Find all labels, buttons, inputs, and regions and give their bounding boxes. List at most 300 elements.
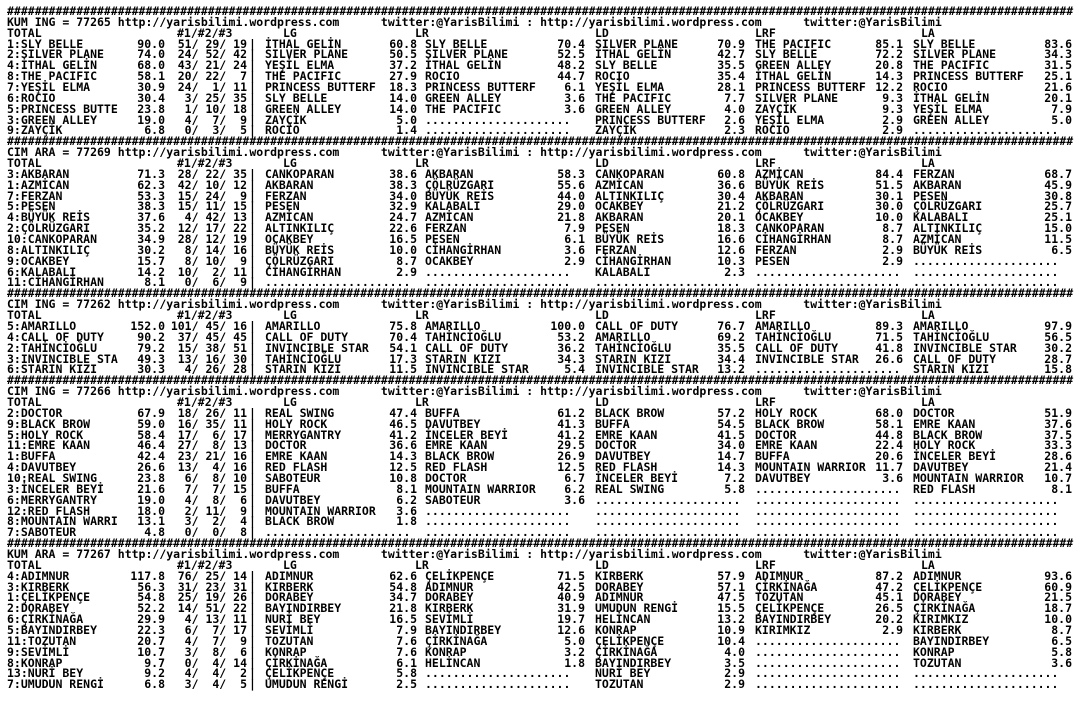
lr-horse-name: HELİNCAN [425, 655, 481, 670]
ld-horse-name: RED FLASH [595, 460, 658, 475]
column-header-lr: LR [415, 25, 429, 40]
ld-score: 57.1 [717, 579, 745, 594]
total-score: 20.7 [137, 633, 165, 648]
lg-score: 62.6 [389, 568, 417, 583]
lr-dots-placeholder: ..................... [425, 123, 571, 138]
column-separator: | [249, 36, 256, 51]
blog-url: http://yarisbilimi.wordpress.com [117, 14, 340, 29]
lg-score: 24.7 [389, 210, 417, 225]
lg-score: 54.8 [389, 579, 417, 594]
column-separator: | [249, 622, 256, 637]
blog-url: http://yarisbilimi.wordpress.com [117, 384, 340, 399]
ld-score: 47.5 [717, 590, 745, 605]
lg-horse-name: CANKOPARAN [265, 166, 335, 181]
ld-score: 34.4 [717, 351, 745, 366]
column-separator: | [249, 568, 256, 583]
column-header-lr: LR [415, 156, 429, 171]
lg-horse-name: AZMİCAN [265, 210, 314, 225]
lr-score: 21.8 [557, 210, 585, 225]
horse-name: 7:FERZAN [7, 188, 63, 203]
lg-horse-name: İTHAL GELİN [265, 36, 342, 51]
placings-1-2-3: 4/ 26/ 28 [170, 362, 247, 377]
ld-horse-name: OCAKBEY [595, 199, 644, 214]
la-horse-name: INVINCIBLE STAR [913, 340, 1017, 355]
lrf-dots-placeholder: ..................... [755, 362, 901, 377]
total-score: 117.8 [130, 568, 165, 583]
la-dots-placeholder: ..................... [913, 503, 1059, 518]
la-score: 8.1 [1051, 481, 1072, 496]
ld-horse-name: EMRE KAAN [595, 427, 658, 442]
horse-name: 4:İTHAL GELİN [7, 58, 98, 73]
lrf-dots-placeholder: ..................... [755, 666, 901, 681]
lr-horse-name: ÇİRKİNAĞA [425, 633, 488, 648]
lrf-dots-placeholder: ..................... [755, 655, 901, 670]
column-header-la: LA [921, 156, 935, 171]
lrf-horse-name: ROCIO [755, 123, 790, 138]
horse-name: 4:CALL OF DUTY [7, 329, 104, 344]
column-header-lg: LG [283, 25, 297, 40]
lr-score: 3.6 [564, 101, 585, 116]
column-separator: | [249, 362, 256, 377]
la-score: 21.5 [1044, 590, 1072, 605]
lg-score: 2.9 [396, 264, 417, 279]
lr-horse-name: CİHANGİRHAN [425, 242, 502, 257]
ld-horse-name: AKBARAN [595, 210, 644, 225]
la-dots-placeholder: ..................... [913, 253, 1059, 268]
lg-score: 16.5 [389, 232, 417, 247]
lrf-score: 89.3 [875, 318, 903, 333]
ld-horse-name: STARIN KIZI [595, 351, 672, 366]
la-score: 10.0 [1044, 612, 1072, 627]
ld-score: 57.2 [717, 405, 745, 420]
section-title: CIM ING = 77266 [7, 384, 118, 399]
total-score: 42.4 [137, 449, 165, 464]
column-header-total: TOTAL [7, 557, 42, 572]
la-score: 28.6 [1044, 449, 1072, 464]
lg-horse-name: KONRAP [265, 644, 307, 659]
horse-name: 10:REAL SWING [7, 470, 98, 485]
lr-horse-name: EMRE KAAN [425, 438, 488, 453]
lg-horse-name: DORABEY [265, 590, 314, 605]
ld-dots-placeholder: ..................... [595, 492, 741, 507]
ld-horse-name: ZAYÇİK [595, 123, 637, 138]
ld-score: 30.4 [717, 188, 745, 203]
placings-1-2-3: 0/ 3/ 5 [170, 123, 247, 138]
lrf-horse-name: PESEN [755, 253, 790, 268]
ld-score: 42.7 [717, 47, 745, 62]
la-score: 37.6 [1044, 416, 1072, 431]
lrf-score: 9.3 [882, 90, 903, 105]
ld-horse-name: TOZUTAN [595, 677, 644, 692]
separator-line: ########################################################################################################################################################## [7, 286, 1074, 301]
placings-1-2-3: 16/ 35/ 11 [170, 416, 247, 431]
lg-score: 60.8 [389, 36, 417, 51]
ld-score: 10.3 [717, 253, 745, 268]
placings-1-2-3: 12/ 17/ 22 [170, 221, 247, 236]
la-horse-name: FERZAN [913, 166, 955, 181]
la-score: 45.9 [1044, 177, 1072, 192]
total-score: 4.8 [144, 525, 165, 540]
la-score: 97.9 [1044, 318, 1072, 333]
column-separator: | [249, 177, 256, 192]
total-score: 18.0 [137, 503, 165, 518]
horse-name: 3:INVINCIBLE STA [7, 351, 118, 366]
lrf-horse-name: DAVUTBEY [755, 470, 811, 485]
placings-1-2-3: 4/ 7/ 9 [170, 112, 247, 127]
lr-dots-placeholder: ..................... [425, 525, 571, 540]
column-separator: | [249, 166, 256, 181]
lrf-score: 26.5 [875, 601, 903, 616]
placings-1-2-3: 101/ 45/ 16 [170, 318, 247, 333]
placings-1-2-3: 3/ 4/ 5 [170, 677, 247, 692]
total-score: 6.8 [144, 677, 165, 692]
twitter-handle: twitter:@YarisBilimi [803, 384, 942, 399]
lg-score: 70.4 [389, 329, 417, 344]
lr-horse-name: PESEN [425, 232, 460, 247]
total-score: 49.3 [137, 351, 165, 366]
column-header-lrf: LRF [755, 308, 776, 323]
ld-horse-name: KIRBERK [595, 568, 644, 583]
lr-horse-name: AZMİCAN [425, 210, 474, 225]
column-header-ld: LD [595, 394, 609, 409]
ld-score: 2.3 [724, 264, 745, 279]
lrf-score: 51.5 [875, 177, 903, 192]
column-header-ld: LD [595, 308, 609, 323]
lg-horse-name: MOUNTAIN WARRIOR [265, 503, 376, 518]
placings-1-2-3: 15/ 38/ 51 [170, 340, 247, 355]
placings-1-2-3: 13/ 16/ 30 [170, 351, 247, 366]
la-horse-name: DAVUTBEY [913, 460, 969, 475]
la-horse-name: CALL OF DUTY [913, 351, 997, 366]
lg-horse-name: YEŞİL ELMA [265, 58, 335, 73]
placings-1-2-3: 4/ 7/ 9 [170, 633, 247, 648]
lg-horse-name: THE PACIFIC [265, 69, 342, 84]
total-score: 90.2 [137, 329, 165, 344]
lg-dots-placeholder: ..................... [265, 275, 411, 290]
horse-name: 4:ADIMNUR [7, 568, 70, 583]
la-horse-name: AKBARAN [913, 177, 962, 192]
column-header-ld: LD [595, 25, 609, 40]
la-horse-name: RED FLASH [913, 481, 976, 496]
column-separator: | [249, 340, 256, 355]
lr-score: 3.6 [564, 242, 585, 257]
horse-name: 2:DORABEY [7, 601, 70, 616]
total-score: 9.2 [144, 666, 165, 681]
lr-horse-name: AKBARAN [425, 166, 474, 181]
column-separator: | [249, 90, 256, 105]
la-score: 31.5 [1044, 58, 1072, 73]
column-separator: | [249, 644, 256, 659]
placings-1-2-3: 7/ 7/ 15 [170, 481, 247, 496]
la-score: 6.5 [1051, 633, 1072, 648]
lrf-dots-placeholder: ..................... [755, 677, 901, 692]
lr-horse-name: FERZAN [425, 221, 467, 236]
horse-name: 7:UMUDUN RENGİ [7, 677, 104, 692]
lr-horse-name: ROCIO [425, 69, 460, 84]
lr-score: 12.6 [557, 622, 585, 637]
horse-name: 6:ROCIO [7, 90, 56, 105]
lr-dots-placeholder: ..................... [425, 514, 571, 529]
lg-horse-name: ADIMNUR [265, 568, 314, 583]
la-horse-name: PESEN [913, 188, 948, 203]
lg-score: 5.0 [396, 112, 417, 127]
lrf-horse-name: BÜYÜK REİS [755, 177, 825, 192]
section-header: CIM ING = 77266 http://yarisbilimi.wordpress.com twitter:@YarisBilimi : http://yarisbilimi.wordpress.com twitter:@YarisBilimi [7, 384, 942, 399]
lrf-score: 20.8 [875, 58, 903, 73]
ld-horse-name: DOCTOR [595, 438, 637, 453]
lr-dots-placeholder: ..................... [425, 503, 571, 518]
ld-horse-name: UMUDUN RENGİ [595, 601, 679, 616]
lg-horse-name: DOCTOR [265, 438, 307, 453]
lg-score: 14.3 [389, 449, 417, 464]
horse-name: 8:THE PACIFIC [7, 69, 98, 84]
total-score: 30.4 [137, 90, 165, 105]
column-separator: | [249, 579, 256, 594]
ld-score: 28.1 [717, 80, 745, 95]
ld-horse-name: AMARILLO [595, 329, 651, 344]
lr-horse-name: DORABEY [425, 590, 474, 605]
ld-score: 57.9 [717, 568, 745, 583]
ld-score: 36.6 [717, 177, 745, 192]
lrf-horse-name: THE PACIFIC [755, 36, 832, 51]
ld-score: 41.5 [717, 427, 745, 442]
lrf-horse-name: AMARILLO [755, 318, 811, 333]
la-score: 68.7 [1044, 166, 1072, 181]
lg-score: 22.6 [389, 221, 417, 236]
horse-name: 1:BUFFA [7, 449, 56, 464]
la-score: 30.2 [1044, 340, 1072, 355]
placings-1-2-3: 76/ 25/ 14 [170, 568, 247, 583]
horse-name: 7:YEŞİL ELMA [7, 80, 91, 95]
total-score: 23.8 [137, 101, 165, 116]
la-score: 20.1 [1044, 90, 1072, 105]
horse-name: 8:KONRAP [7, 655, 63, 670]
lr-score: 61.2 [557, 405, 585, 420]
la-horse-name: BÜYÜK REİS [913, 242, 983, 257]
total-score: 30.2 [137, 242, 165, 257]
lr-score: 2.9 [564, 253, 585, 268]
la-score: 21.4 [1044, 460, 1072, 475]
lg-score: 54.1 [389, 340, 417, 355]
lg-score: 2.5 [396, 677, 417, 692]
column-header-placings: #1/#2/#3 [177, 308, 233, 323]
column-separator: | [249, 123, 256, 138]
horse-name: 6:KALABALI [7, 264, 77, 279]
lg-dots-placeholder: ..................... [265, 525, 411, 540]
column-separator: | [249, 427, 256, 442]
column-header-lrf: LRF [755, 25, 776, 40]
lr-horse-name: BAYINDIRBEY [425, 622, 502, 637]
lr-score: 70.4 [557, 36, 585, 51]
lr-score: 53.2 [557, 329, 585, 344]
column-separator: | [249, 460, 256, 475]
lrf-dots-placeholder: ..................... [755, 492, 901, 507]
lg-score: 3.6 [396, 503, 417, 518]
horse-name: 9:SEVİMLİ [7, 644, 70, 659]
lr-score: 26.9 [557, 449, 585, 464]
lrf-horse-name: ÇİRKİNAĞA [755, 579, 818, 594]
lrf-score: 22.4 [875, 438, 903, 453]
placings-1-2-3: 3/ 25/ 35 [170, 90, 247, 105]
ld-score: 35.4 [717, 69, 745, 84]
section-header: KUM ARA = 77267 http://yarisbilimi.wordpress.com twitter:@YarisBilimi : http://yarisbilimi.wordpress.com twitter:@YarisBilimi [7, 546, 942, 561]
ld-score: 21.2 [717, 199, 745, 214]
twitter-handle: twitter:@YarisBilimi [380, 546, 520, 561]
column-header-ld: LD [595, 156, 609, 171]
lr-horse-name: İTHAL GELİN [425, 58, 502, 73]
total-score: 52.2 [137, 601, 165, 616]
lrf-score: 41.8 [875, 340, 903, 355]
lg-horse-name: BUFFA [265, 481, 300, 496]
lr-score: 71.5 [557, 568, 585, 583]
ld-horse-name: BUFFA [595, 416, 630, 431]
lr-score: 36.2 [557, 340, 585, 355]
la-horse-name: TOZUTAN [913, 655, 962, 670]
total-score: 22.3 [137, 622, 165, 637]
lr-score: 3.2 [564, 644, 585, 659]
lrf-horse-name: İTHAL GELİN [755, 69, 832, 84]
ld-score: 4.0 [724, 644, 745, 659]
la-horse-name: AZMİCAN [913, 232, 962, 247]
la-score: 30.8 [1044, 188, 1072, 203]
column-separator: | [249, 405, 256, 420]
column-separator: | [249, 188, 256, 203]
column-header-lr: LR [415, 557, 429, 572]
lrf-score: 11.7 [875, 460, 903, 475]
lr-score: 58.3 [557, 166, 585, 181]
ld-score: 35.5 [717, 340, 745, 355]
lr-horse-name: SEVİMLİ [425, 612, 474, 627]
lr-horse-name: SABOTEUR [425, 492, 481, 507]
la-score: 21.6 [1044, 80, 1072, 95]
la-horse-name: KALABALI [913, 210, 969, 225]
ld-horse-name: SILVER PLANE [595, 36, 679, 51]
column-header-lrf: LRF [755, 394, 776, 409]
horse-name: 9:OCAKBEY [7, 253, 70, 268]
lg-horse-name: NURİ BEY [265, 612, 321, 627]
lrf-horse-name: MOUNTAIN WARRIOR [755, 460, 866, 475]
ld-score: 7.2 [724, 470, 745, 485]
column-separator: | [249, 210, 256, 225]
lrf-score: 8.7 [882, 221, 903, 236]
lrf-horse-name: TAHİNCİOĞLU [755, 329, 832, 344]
lg-score: 36.6 [389, 438, 417, 453]
column-header-la: LA [921, 394, 935, 409]
column-header-placings: #1/#2/#3 [177, 25, 233, 40]
placings-1-2-3: 43/ 21/ 24 [170, 58, 247, 73]
ld-score: 20.1 [717, 210, 745, 225]
lrf-horse-name: CİHANGİRHAN [755, 232, 832, 247]
lrf-horse-name: OCAKBEY [755, 210, 804, 225]
lr-horse-name: KONRAP [425, 644, 467, 659]
lg-horse-name: INVINCIBLE STAR [265, 340, 369, 355]
ld-horse-name: ALTINKILIÇ [595, 188, 665, 203]
ld-horse-name: KONRAP [595, 622, 637, 637]
ld-dots-placeholder: ..................... [595, 275, 741, 290]
horse-name: 6:MERRYGANTRY [7, 492, 98, 507]
lg-score: 50.5 [389, 47, 417, 62]
lrf-horse-name: ÇÖLRÜZGARI [755, 199, 825, 214]
horse-name: 5:HOLY ROCK [7, 427, 84, 442]
lr-score: 40.9 [557, 590, 585, 605]
column-separator: | [249, 416, 256, 431]
lr-score: 3.6 [564, 90, 585, 105]
la-horse-name: ALTINKILIÇ [913, 221, 983, 236]
la-score: 34.3 [1044, 47, 1072, 62]
total-score: 13.1 [137, 514, 165, 529]
section-title: CIM ARA = 77269 [7, 145, 118, 160]
lg-score: 21.8 [389, 601, 417, 616]
lr-score: 6.1 [564, 80, 585, 95]
lr-horse-name: BLACK BROW [425, 449, 495, 464]
lg-score: 8.7 [396, 253, 417, 268]
lrf-horse-name: DOCTOR [755, 427, 797, 442]
ld-score: 13.2 [717, 362, 745, 377]
lg-horse-name: PRINCESS BUTTERF [265, 80, 376, 95]
stats-row [0, 679, 1077, 690]
ld-dots-placeholder: ..................... [595, 503, 741, 518]
ld-score: 60.8 [717, 166, 745, 181]
column-header-lr: LR [415, 308, 429, 323]
lrf-score: 3.6 [882, 470, 903, 485]
la-score: 8.7 [1051, 622, 1072, 637]
separator-line: ########################################################################################################################################################## [7, 373, 1074, 388]
la-score: 6.5 [1051, 242, 1072, 257]
lrf-score: 2.9 [882, 123, 903, 138]
ld-horse-name: ÇİRKİNAĞA [595, 644, 658, 659]
column-header-placings: #1/#2/#3 [177, 156, 233, 171]
ld-score: 5.8 [724, 481, 745, 496]
column-separator: | [249, 612, 256, 627]
ld-dots-placeholder: ..................... [595, 514, 741, 529]
la-horse-name: DORABEY [913, 590, 962, 605]
la-score: 60.9 [1044, 579, 1072, 594]
lrf-score: 85.1 [875, 36, 903, 51]
lg-horse-name: SILVER PLANE [265, 47, 349, 62]
placings-1-2-3: 28/ 22/ 35 [170, 166, 247, 181]
lg-score: 14.0 [389, 101, 417, 116]
horse-name: 8:ALTINKILIÇ [7, 242, 91, 257]
placings-1-2-3: 0/ 0/ 8 [170, 525, 247, 540]
la-score: 5.8 [1051, 644, 1072, 659]
column-separator: | [249, 438, 256, 453]
la-horse-name: DOCTOR [913, 405, 955, 420]
total-score: 6.8 [144, 123, 165, 138]
blog-url: http://yarisbilimi.wordpress.com [540, 14, 762, 29]
horse-name: 2:TAHİNCİOĞLU [7, 340, 98, 355]
total-score: 21.6 [137, 481, 165, 496]
lrf-score: 30.0 [875, 199, 903, 214]
ld-score: 15.5 [717, 601, 745, 616]
lrf-dots-placeholder: ..................... [755, 633, 901, 648]
lrf-score: 87.2 [875, 568, 903, 583]
lr-dots-placeholder: ..................... [425, 275, 571, 290]
lg-horse-name: ÇELİKPENÇE [265, 666, 335, 681]
total-score: 19.0 [137, 112, 165, 127]
placings-1-2-3: 20/ 22/ 7 [170, 69, 247, 84]
lr-score: 5.4 [564, 362, 585, 377]
section-header: CIM ING = 77262 http://yarisbilimi.wordpress.com twitter:@YarisBilimi : http://yarisbilimi.wordpress.com twitter:@YarisBilimi [7, 297, 942, 312]
placings-1-2-3: 8/ 10/ 9 [170, 253, 247, 268]
ld-score: 18.3 [717, 221, 745, 236]
lrf-score: 2.9 [882, 622, 903, 637]
ld-score: 10.4 [717, 633, 745, 648]
lr-dots-placeholder: ..................... [425, 264, 571, 279]
column-header-placings: #1/#2/#3 [177, 394, 233, 409]
la-horse-name: ÇELİKPENÇE [913, 579, 983, 594]
lg-horse-name: AKBARAN [265, 177, 314, 192]
twitter-handle: twitter:@YarisBilimi [803, 145, 942, 160]
